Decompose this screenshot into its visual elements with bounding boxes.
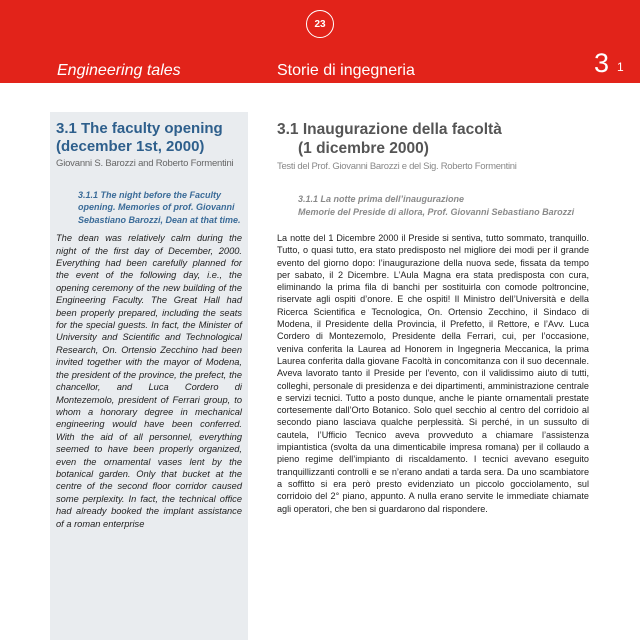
italian-authors: Testi del Prof. Giovanni Barozzi e del Sig. Roberto Formentini bbox=[277, 161, 517, 172]
left-section-title: Engineering tales bbox=[57, 62, 181, 79]
english-column bbox=[50, 112, 248, 640]
english-authors: Giovanni S. Barozzi and Roberto Formentini bbox=[56, 158, 234, 169]
italian-title-line1: 3.1 Inaugurazione della facoltà bbox=[277, 121, 502, 138]
chapter-number-small: 1 bbox=[617, 60, 624, 74]
page-number: 23 bbox=[306, 10, 334, 38]
italian-title-line2: (1 dicembre 2000) bbox=[298, 140, 429, 157]
italian-subtitle-line1: 3.1.1 La notte prima dell’inaugurazione bbox=[298, 194, 465, 204]
italian-body: La notte del 1 Dicembre 2000 il Preside si sentiva, tutto sommato, tranquillo. Tutto, o quasi tutto, era stato predisposto nel migliore dei modi per il grande evento del giorno dopo: l’inaugurazione della nuova sede, fissata da tempo per sabato, il 2 Dicembre. L’Aula Magna era stata predisposta con cura, eliminando la prima fila di banchi per sostituirla con comode poltroncine, riservate agli ospiti d’onore. E che ospiti! Il Ministro dell’Università e della Ricerca Scientifica e Tecnologica, On. Ortensio Zecchino, il Sindaco di Modena, il Presidente della Provincia, il Prefetto, il Rettore, e l’Avv. Luca Cordero di Montezemolo, Presidente della Ferrari, cui, per l’occasione, veniva conferita la Laurea ad Honorem in Ingegneria Meccanica, la prima Laurea conferita dalla giovane Facoltà in concomitanza con il suo decennale. Aveva lavorato tanto il Preside per l’evento, con il validissimo aiuto di tutti, colleghi, personale di presidenza e dei dipartimenti, amministrazione centrale e servizi tecnici. Tutto a posto dunque, anche le piante ornamentali prestate cortesemente dall’Orto Botanico. Solo quel secchio al centro del corridoio al secondo piano lasciava qualche perplessità. Si perché, in un sussulto di cautela, l’Ufficio Tecnico aveva provveduto a chiamare l’assistenza impiantistica (svolta da una dimenticabile impresa romana) per il collaudo a pieno regime dell’impianto di riscaldamento. I tecnici avevano eseguito tranquillizzanti controlli e se n’erano andati a tarda sera. Da uno scambiatore a soffitto si era però presto evidenziato un piccolo gocciolamento, sul corridoio del 2° piano, appunto. A nulla erano servite le immediate chiamate agli operatori, che ben si guardarono dal rispondere. bbox=[277, 233, 589, 514]
italian-subtitle-line2: Memorie del Preside di allora, Prof. Giovanni Sebastiano Barozzi bbox=[298, 207, 575, 217]
header-band bbox=[0, 0, 640, 83]
english-title: 3.1 The faculty opening (december 1st, 2000) bbox=[56, 120, 223, 155]
english-body: The dean was relatively calm during the night of the first day of December, 2000. Everything had been carefully planned for the event of the following day, i.e., the opening ceremony of the new building of the Engineering Faculty. The Great Hall had been properly prepared, including the seats for the special guests. In fact, the Minister of University and Scientific and Technological Research, On. Ortensio Zecchino had been invited together with the mayor of Modena, the president of the province, the prefect, the chancellor, and Luca Cordero di Montezemolo, president of Ferrari group, to whom a honorary degree in mechanical engineering would have been conferred. With the aid of all personnel, everything seemed to have been properly organized, even the ornamental vases lent by the botanical garden. Only that bucket at the centre of the second floor corridor caused some perplexity. In fact, the technical office had already booked the implant assistance of a roman enterprise bbox=[56, 233, 242, 529]
italian-column bbox=[277, 112, 589, 515]
english-subtitle: 3.1.1 The night before the Faculty opening. Memories of prof. Giovanni Sebastiano Barozzi, Dean at that time. bbox=[78, 190, 241, 225]
right-section-title: Storie di ingegneria bbox=[277, 62, 415, 79]
italian-subtitle bbox=[298, 193, 589, 219]
italian-title bbox=[277, 120, 589, 158]
chapter-number: 3 bbox=[594, 48, 610, 78]
